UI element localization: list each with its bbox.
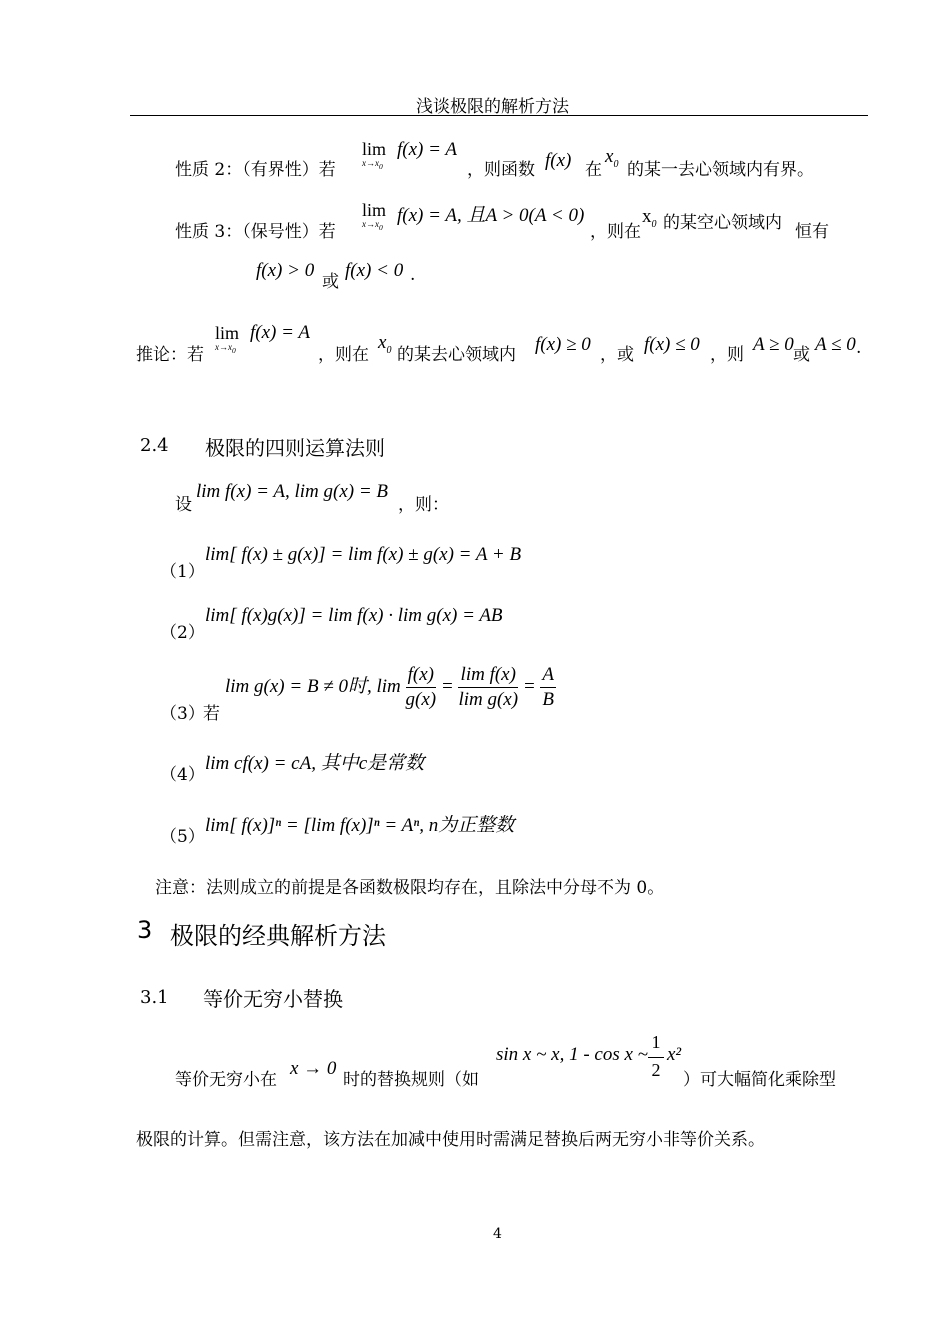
- frac-denominator: g(x): [405, 689, 437, 710]
- property-3-end: .: [410, 265, 416, 285]
- corollary-text2: 的某去心领域内: [397, 345, 516, 365]
- rule-2-label: （2）: [160, 623, 205, 643]
- lim-subscript-index: 0: [379, 161, 383, 171]
- lim-subscript: x→x: [215, 342, 232, 352]
- corollary-text1: ，则在: [318, 345, 369, 365]
- section-3-1-p1-cond: x → 0: [290, 1058, 337, 1079]
- rule-5-label: （5）: [160, 827, 205, 847]
- corollary-limit: [215, 324, 239, 356]
- corollary-x0: [378, 332, 391, 356]
- x-sub: 0: [613, 158, 619, 170]
- rule-3-expr: [225, 663, 556, 712]
- property-2-x0: [605, 146, 618, 170]
- lim-word: lim: [362, 139, 387, 159]
- property-2-fx: f(x): [545, 150, 572, 171]
- rule-4-label: （4）: [160, 765, 205, 785]
- section-3-1-formula: sin x ~ x, 1 - cos x ~: [496, 1044, 648, 1065]
- x-sub: 0: [651, 218, 657, 230]
- property-3-limit: [362, 201, 386, 233]
- header-rule: [130, 115, 868, 116]
- section-3-1-number: 3.1: [140, 987, 169, 1008]
- property-3-text3: 恒有: [795, 222, 829, 242]
- property-3-cond-b: f(x) < 0: [345, 260, 404, 281]
- rule-3-frac-1: [406, 663, 437, 712]
- rule-3-frac-3: [540, 663, 556, 712]
- corollary-text5: 或: [793, 345, 810, 365]
- lim-subscript: x→x: [362, 219, 379, 229]
- section-3-1-x2: x²: [667, 1044, 682, 1065]
- rule-1-label: （1）: [160, 562, 205, 582]
- section-3-title: 极限的经典解析方法: [170, 922, 386, 950]
- property-2-text3: 的某一去心领域内有界。: [627, 160, 814, 180]
- section-2-4-intro-expr: lim f(x) = A, lim g(x) = B: [196, 481, 389, 502]
- property-3-cond-a: f(x) > 0: [256, 260, 315, 281]
- equals-sign: =: [522, 675, 536, 697]
- page-number: 4: [493, 1226, 502, 1242]
- corollary-label: 推论：若: [136, 345, 204, 365]
- frac-denominator: B: [542, 689, 554, 710]
- section-3-1-p1-b: 时的替换规则（如: [343, 1070, 479, 1090]
- section-3-number: 3: [137, 916, 153, 944]
- property-3-expr: f(x) = A, 且A > 0(A < 0): [397, 205, 585, 226]
- rule-3-label: （3）: [160, 704, 205, 724]
- corollary-expr: f(x) = A: [250, 322, 310, 343]
- section-3-1-frac-num: 1: [651, 1032, 661, 1052]
- rule-3-pre: 若: [203, 704, 220, 724]
- lim-word: lim: [362, 200, 387, 220]
- frac-denominator: lim g(x): [458, 689, 519, 710]
- property-2-expr: f(x) = A: [397, 139, 457, 160]
- section-3-1-p1-a: 等价无穷小在: [175, 1070, 277, 1090]
- property-2-text2: 在: [585, 160, 602, 180]
- x-sub: 0: [386, 344, 392, 356]
- rule-5-expr: lim[ f(x)]ⁿ = [lim f(x)]ⁿ = Aⁿ, n为正整数: [205, 815, 515, 836]
- rule-3-frac-2: [458, 663, 518, 712]
- frac-numerator: A: [540, 663, 556, 688]
- corollary-end: .: [856, 338, 862, 358]
- rule-3-expr-head: lim g(x) = B ≠ 0时, lim: [225, 675, 401, 697]
- property-3-label: 性质 3：（保号性）若: [175, 222, 336, 242]
- property-3-text1: ，则在: [590, 222, 641, 242]
- lim-subscript-index: 0: [232, 345, 236, 355]
- corollary-res2: A ≤ 0: [815, 334, 856, 355]
- x-var: x: [605, 146, 614, 167]
- corollary-text3: ，或: [600, 345, 634, 365]
- frac-numerator: f(x): [406, 663, 437, 688]
- corollary-cond2: f(x) ≤ 0: [644, 334, 700, 355]
- section-3-1-frac-den: 2: [651, 1060, 661, 1080]
- property-3-x0: [642, 206, 657, 230]
- section-2-4-intro-pre: 设: [175, 495, 192, 515]
- rule-4-expr: lim cf(x) = cA, 其中c是常数: [205, 753, 425, 774]
- lim-subscript: x→x: [362, 158, 379, 168]
- section-2-4-intro-post: ，则：: [398, 495, 449, 515]
- section-2-4-note: 注意：法则成立的前提是各函数极限均存在，且除法中分母不为 0。: [155, 878, 665, 898]
- corollary-res1: A ≥ 0: [753, 334, 794, 355]
- rule-2-expr: lim[ f(x)g(x)] = lim f(x) · lim g(x) = AB: [205, 605, 503, 626]
- section-3-1-title: 等价无穷小替换: [203, 987, 343, 1011]
- lim-subscript-index: 0: [379, 222, 383, 232]
- rule-1-expr: lim[ f(x) ± g(x)] = lim f(x) ± g(x) = A + B: [205, 544, 522, 565]
- equals-sign: =: [440, 675, 454, 697]
- property-2-text1: ，则函数: [467, 160, 535, 180]
- property-2-limit: [362, 140, 386, 172]
- x-var: x: [642, 206, 652, 227]
- corollary-cond1: f(x) ≥ 0: [535, 334, 591, 355]
- section-2-4-title: 极限的四则运算法则: [205, 436, 385, 460]
- property-3-text2: 的某空心领域内: [663, 213, 782, 233]
- corollary-text4: ，则: [710, 345, 744, 365]
- page-header-title: 浅谈极限的解析方法: [416, 97, 569, 117]
- x-var: x: [378, 332, 387, 353]
- lim-word: lim: [215, 323, 240, 343]
- property-3-or: 或: [322, 272, 339, 292]
- section-3-1-p2: 极限的计算。但需注意，该方法在加减中使用时需满足替换后两无穷小非等价关系。: [136, 1130, 765, 1150]
- section-2-4-number: 2.4: [140, 435, 169, 456]
- section-3-1-p1-c: ）可大幅简化乘除型: [683, 1070, 836, 1090]
- property-2-label: 性质 2：（有界性）若: [175, 160, 336, 180]
- frac-numerator: lim f(x): [458, 663, 518, 688]
- fraction-bar: [648, 1057, 664, 1058]
